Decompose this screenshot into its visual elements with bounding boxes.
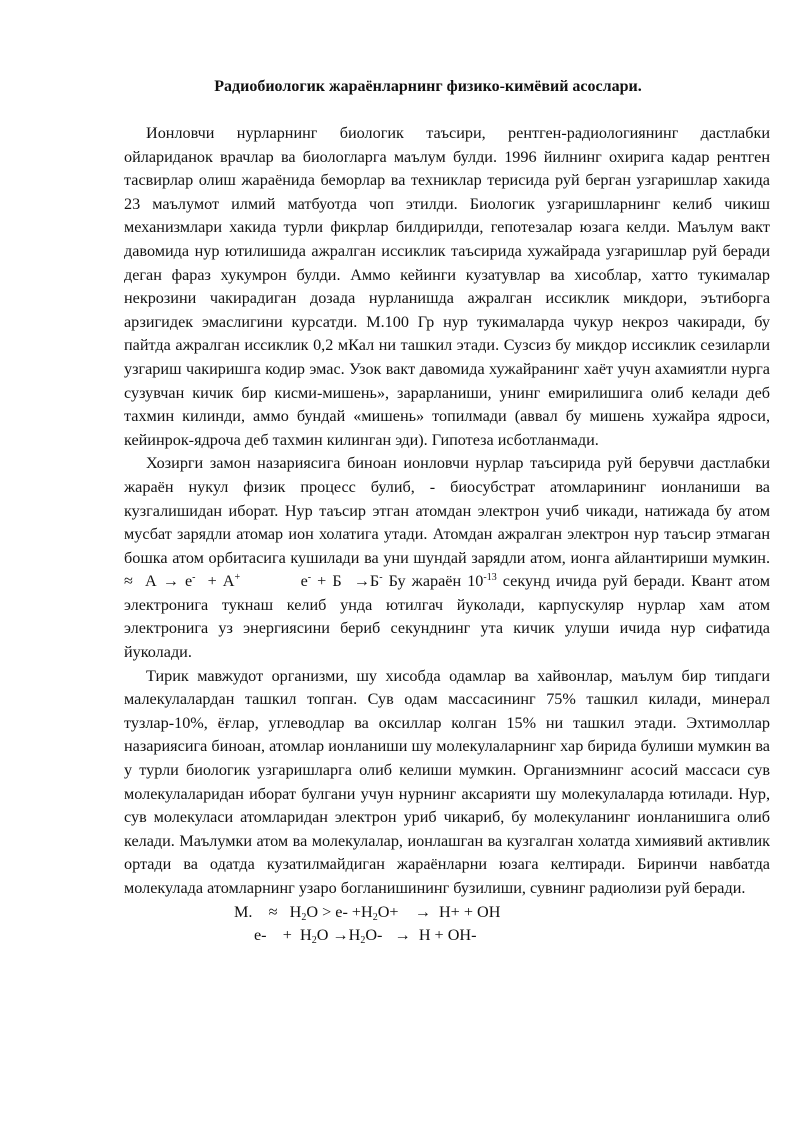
subscript: 2 — [360, 935, 366, 947]
inline-equation-part: + Б →Б — [311, 572, 380, 591]
document-title: Радиобиологик жараёнларнинг физико-кимёвий асослари. — [214, 78, 642, 95]
subscript: 2 — [301, 911, 307, 923]
subscript: 2 — [311, 935, 317, 947]
paragraph-2-text: Хозирги замон назариясига биноан ионловчи нурлар таъсирида руй берувчи дастлабки жараён нукул физик процесс булиб, - биосубстрат атомларининг ионланиши ва кузгалишидан иборат. Нур таъсир этган атомдан электрон учиб чикади, натижада бу атом мусбат зарядли атомар ион холатига утади. Атомдан ажралган электрон нур таъсир этмаган бошка атом орбитасига кушилади ва уни шундай зарядли атом, ионга айлантириши мумкин. ≈ — [124, 454, 770, 591]
superscript-minus: - — [379, 572, 383, 584]
subscript: 2 — [372, 911, 378, 923]
inline-equation-part: е — [240, 572, 308, 591]
equation-part: О+ → Н+ + ОН — [377, 902, 501, 921]
superscript-plus: + — [234, 572, 241, 584]
equation-2 — [124, 924, 770, 948]
superscript-minus: - — [307, 572, 312, 584]
equation-1 — [124, 901, 770, 925]
paragraph-2 — [124, 452, 770, 664]
paragraph-3: Тирик мавжудот организми, шу хисобда одамлар ва хайвонлар, маълум бир типдаги малекулалардан ташкил топган. Сув одам массасининг 75% ташкил килади, минерал тузлар-10%, ёғлар, углеводлар ва оксиллар колган 15% ни ташкил этади. Эхтимоллар назариясига биноан, атомлар ионланиши шу молекулаларнинг хар бирида булиши мумкин ва у турли биологик узгаришларга олиб келиши мумкин. Организмнинг асосий массаси сув молекулаларидан иборат булгани учун нурнинг аксарияти шу молекулаларда ютилади. Нур, сув молекуласи атомларидан электрон уриб чикариб, бу молекуланинг ионланишига олиб келади. Маълумки атом ва молекулалар, ионлашган ва кузгалган холатда химиявий активлик ортади ва одатда кузатилмайдиган жараёнларни юзага келтиради. Биринчи навбатда молекулада атомларнинг узаро богланишининг бузилиши, сувнинг радиолизи руй беради. — [124, 666, 770, 897]
paragraph-1: Ионловчи нурларнинг биологик таъсири, рентген-радиологиянинг дастлабки ойлариданок врачлар ва биологларга маълум булди. 1996 йилнинг охирига кадар рентген тасвирлар олиш жараёнида беморлар ва техниклар терисида руй берган узгаришлар хакида 23 маълумот илмий матбуотда чоп этилди. Биологик узгаришларнинг келиб чикиш механизмлари хакида турли фикрлар билдирилди, гепотезалар юзага келди. Маълум вакт давомида нур ютилишида ажралган иссиклик таъсирида хужайрада узгаришлар руй беради деган фараз хукумрон булди. Аммо кейинги кузатувлар ва хисоблар, хатто тукималар некрозини чакирадиган дозада нурланишда ажралган иссиклик микдори, эътиборга арзигидек эмаслигини курсатди. М.100 Гр нур тукималарда чукур некроз чакиради, бу пайтда ажралган иссиклик 0,2 мКал ни ташкил этади. Сузсиз бу микдор иссиклик сезиларли узгариш чакиришга кодир эмас. Узок вакт давомида хужайранинг хаёт учун ахамиятли нурга сузувчан кичик бир кисми-мишень», зарарланиши, унинг емирилишига олиб келади деб тахмин килинди, аммо бундай «мишень» топилмади (аввал бу мишень хужайра ядроси, кейинрок-ядроча деб тахмин килинган эди). Гипотеза исботланмади. — [124, 124, 770, 449]
equation-part: М. ≈ Н — [234, 902, 302, 921]
equation-part: О > е- +Н — [306, 902, 373, 921]
paragraph-2-continuation: секунд ичида руй беради. Квант атом электронига тукнаш келиб унда ютилгач йуколади, карпускуляр нурлар хам атом электронига уз энергиясини бериб секунднинг ута кичик улуши ичида нур сифатида йуколади. — [124, 572, 770, 662]
superscript-minus: - — [192, 572, 196, 584]
equation-part: О →Н — [316, 926, 361, 945]
equation-part: е- + Н — [254, 926, 312, 945]
exponent: -13 — [483, 572, 497, 584]
inline-equation-part: + А — [195, 572, 235, 591]
paragraph-2-continuation: Бу жараён 10 — [382, 572, 484, 591]
inline-equation-part: А → е — [132, 572, 193, 591]
equation-part: О- → Н + ОН- — [365, 926, 477, 945]
document-body — [124, 122, 770, 948]
